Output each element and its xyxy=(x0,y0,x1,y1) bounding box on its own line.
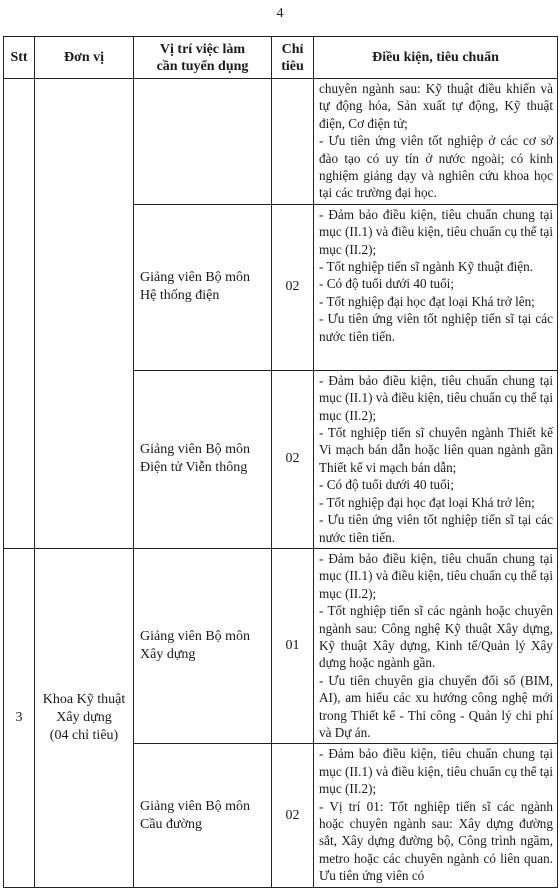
header-position-line1: Vị trí việc làm xyxy=(159,41,246,57)
unit-cell xyxy=(35,548,134,887)
header-position xyxy=(134,37,272,79)
stt-cell xyxy=(4,79,35,549)
condition-line: - Ưu tiên ứng viên tốt nghiệp ở các cơ sở đào tạo có uy tín ở nước ngoài; có kinh nghiệm giảng dạy và nghiên cứu khoa học tại các trường đại học. xyxy=(319,133,553,201)
position-cell: Giảng viên Bộ môn Hệ thống điện xyxy=(134,204,272,370)
condition-line: - Tốt nghiệp tiến sĩ chuyên ngành Thiết kế Vi mạch bán dẫn hoặc liên quan ngành gần Thiết kế vi mạch bán dẫn; xyxy=(319,425,553,475)
conditions-cell xyxy=(314,204,558,370)
condition-line: - Ưu tiên ứng viên tốt nghiệp tiến sĩ tại các nước tiên tiến. xyxy=(319,512,553,545)
quota-cell: 01 xyxy=(272,548,314,743)
condition-line: - Có độ tuổi dưới 40 tuổi; xyxy=(319,477,455,493)
position-cell: Giảng viên Bộ môn Xây dựng xyxy=(134,548,272,743)
recruitment-table xyxy=(3,36,558,888)
condition-line: - Có độ tuổi dưới 40 tuổi; xyxy=(319,276,455,292)
header-stt: Stt xyxy=(4,37,35,79)
header-conditions: Điều kiện, tiêu chuẩn xyxy=(314,37,558,79)
condition-line: - Tốt nghiệp đại học đạt loại Khá trở lên; xyxy=(319,293,535,309)
condition-line: chuyên ngành sau: Kỹ thuật điều khiển và tự động hóa, Sản xuất tự động, Kỹ thuật điện, Cơ điện tử; xyxy=(319,81,553,131)
conditions-cell xyxy=(314,744,558,887)
conditions-cell xyxy=(314,548,558,743)
unit-name-line1: Khoa Kỹ thuật xyxy=(42,691,126,707)
conditions-cell xyxy=(314,370,558,548)
position-cell: Giảng viên Bộ môn Cầu đường xyxy=(134,744,272,887)
table-row xyxy=(4,79,558,205)
condition-line: - Đảm bảo điều kiện, tiêu chuẩn chung tại mục (II.1) và điều kiện, tiêu chuẩn cụ thể tại mục (II.2); xyxy=(319,206,553,257)
unit-cell xyxy=(35,79,134,549)
stt-cell: 3 xyxy=(4,548,35,887)
condition-line: - Đảm bảo điều kiện, tiêu chuẩn chung tại mục (II.1) và điều kiện, tiêu chuẩn cụ thể tại mục (II.2); xyxy=(319,550,553,601)
quota-cell: 02 xyxy=(272,204,314,370)
unit-quota-note: (04 chỉ tiêu) xyxy=(49,727,119,743)
condition-line: - Vị trí 01: Tốt nghiệp tiến sĩ các ngành hoặc chuyên ngành sau: Xây dựng đường sắt, Xây dựng đường bộ, Công trình ngầm, metro hoặc các chuyên ngành có liên quan. Ưu tiên ứng viên có xyxy=(319,798,553,884)
table-header-row xyxy=(4,37,558,79)
condition-line: - Ưu tiên chuyên gia chuyển đổi số (BIM, AI), am hiểu các xu hướng công nghệ mới trong Thiết kế - Thi công - Quản lý chi phí và Dự án. xyxy=(319,672,553,740)
header-quota-line1: Chỉ xyxy=(281,41,304,57)
unit-name-line2: Xây dựng xyxy=(56,709,112,725)
table-row xyxy=(4,548,558,743)
header-unit: Đơn vị xyxy=(35,37,134,79)
conditions-cell xyxy=(314,79,558,205)
header-position-line2: cần tuyển dụng xyxy=(156,58,249,74)
header-quota-line2: tiêu xyxy=(281,58,304,74)
condition-line: - Đảm bảo điều kiện, tiêu chuẩn chung tại mục (II.1) và điều kiện, tiêu chuẩn cụ thể tại mục (II.2); xyxy=(319,746,553,797)
quota-cell: 02 xyxy=(272,744,314,887)
header-quota xyxy=(272,37,314,79)
position-cell: Giảng viên Bộ môn Điện tử Viễn thông xyxy=(134,370,272,548)
condition-line: - Tốt nghiệp tiến sĩ ngành Kỹ thuật điện. xyxy=(319,259,534,275)
condition-line: - Tốt nghiệp đại học đạt loại Khá trở lên; xyxy=(319,494,535,510)
condition-line: - Đảm bảo điều kiện, tiêu chuẩn chung tại mục (II.1) và điều kiện, tiêu chuẩn cụ thể tại mục (II.2); xyxy=(319,372,553,423)
page-number: 4 xyxy=(276,6,284,21)
condition-line: - Ưu tiên ứng viên tốt nghiệp tiến sĩ tại các nước tiên tiến. xyxy=(319,311,553,344)
position-cell xyxy=(134,79,272,205)
quota-cell xyxy=(272,79,314,205)
quota-cell: 02 xyxy=(272,370,314,548)
condition-line: - Tốt nghiệp tiến sĩ các ngành hoặc chuyên ngành sau: Công nghệ Kỹ thuật Xây dựng, Kỹ thuật Xây dựng, Kinh tế/Quản lý Xây dựng hoặc ngành gần. xyxy=(319,603,553,671)
